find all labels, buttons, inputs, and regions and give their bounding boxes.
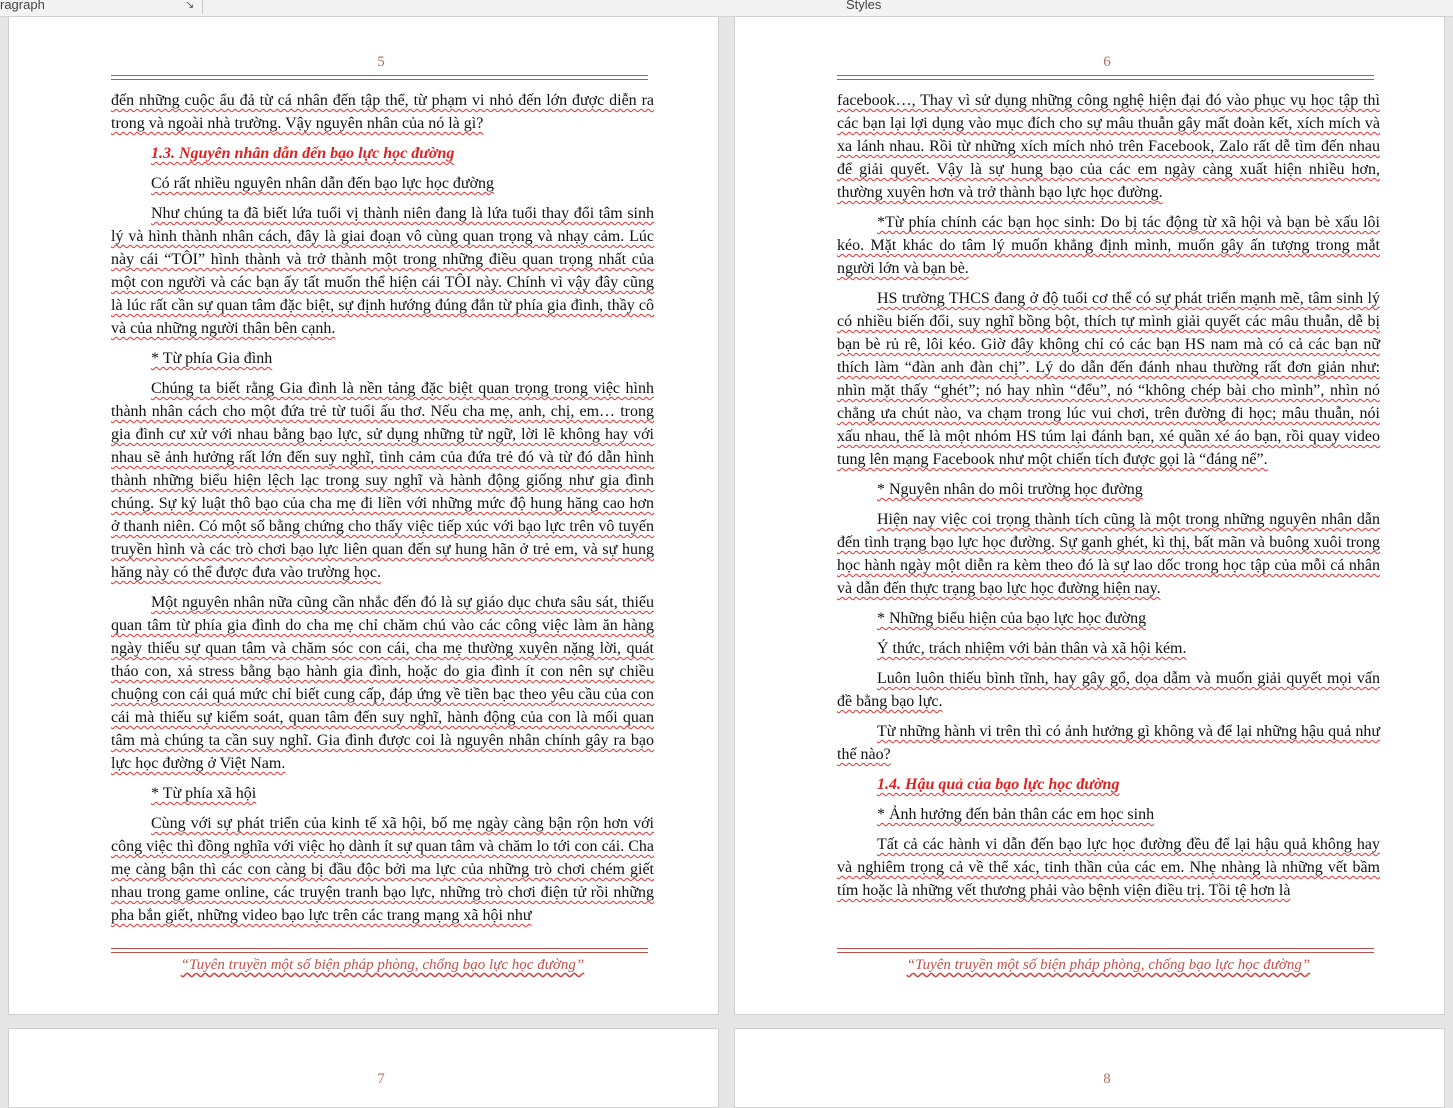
- page-footer: “Tuyên truyền một số biện pháp phòng, chống bạo lực học đường”: [180, 957, 585, 973]
- footer-rule: [837, 948, 1374, 949]
- body-paragraph[interactable]: Như chúng ta đã biết lứa tuổi vị thành niên đang là lứa tuổi thay đổi tâm sinh lý và hình thành nhân cách, đây là giai đoạn vô cùng quan trọng và nhạy cảm. Lúc này cái “TÔI” hình thành và trở thành một trong những điều quan trọng nhất của một con người và các bạn ấy tất muốn thể hiện cái TÔI này. Chính vì vậy đây cũng là lúc rất cần sự quan tâm đặc biệt, sự định hướng đúng đắn từ phía gia đình, thầy cô và của những người thân bên cạnh.: [111, 205, 654, 337]
- document-page-8[interactable]: [734, 1028, 1445, 1108]
- body-paragraph[interactable]: Có rất nhiều nguyên nhân dẫn đến bạo lực học đường: [151, 175, 495, 192]
- body-paragraph[interactable]: * Từ phía xã hội: [151, 785, 257, 802]
- body-paragraph[interactable]: Cùng với sự phát triển của kinh tế xã hội, bố mẹ ngày càng bận rộn hơn với công việc thì đồng nghĩa với việc họ dành ít sự quan tâm và chăm lo tới con cái. Cha mẹ càng bận thì các con càng bị đầu độc bởi ma lực của những trò chơi chém giết nhau trong game online, các truyện tranh bạo lực, những trò chơi điện tử rồi những pha bắn giết, những video bạo lực trên các trang mạng xã hội như: [111, 815, 654, 924]
- body-paragraph[interactable]: *Từ phía chính các bạn học sinh: Do bị tác động từ xã hội và bạn bè xấu lôi kéo. Mặt khác do tâm lý muốn khẳng định mình, muốn gây ấn tượng trong mắt người lớn và bạn bè.: [837, 214, 1380, 277]
- page-number: 5: [377, 54, 385, 70]
- paragraph-dialog-launcher-icon[interactable]: ↘: [185, 0, 195, 11]
- body-paragraph[interactable]: * Những biểu hiện của bạo lực học đường: [877, 610, 1147, 627]
- paragraph-group-label: ragraph: [0, 0, 45, 12]
- page-number: 7: [377, 1071, 385, 1087]
- body-paragraph[interactable]: * Ảnh hưởng đến bản thân các em học sinh: [877, 806, 1155, 823]
- body-paragraph[interactable]: Luôn luôn thiếu bình tĩnh, hay gây gổ, dọa dẫm và muốn giải quyết mọi vấn đề bằng bạo lực.: [837, 670, 1380, 710]
- page-number: 6: [1103, 54, 1111, 70]
- body-paragraph[interactable]: Chúng ta biết rằng Gia đình là nền tảng đặc biệt quan trọng trong việc hình thành nhân cách cho một đứa trẻ từ tuổi ấu thơ. Nếu cha mẹ, anh, chị, em… trong gia đình cư xử với nhau bằng bạo lực, sử dụng những từ ngữ, lời lẽ không hay với nhau sẽ ảnh hưởng rất lớn đến suy nghĩ, tình cảm của đứa trẻ đó và từ đó dẫn hình thành những biểu hiện lệch lạc trong suy nghĩ và hành động giống như gia đình chúng. Sự kỷ luật thô bạo của cha mẹ đi liền với những mức độ hung hăng cao hơn ở thanh niên. Có một số bằng chứng cho thấy việc tiếp xúc với bạo lực trên vô tuyến truyền hình và các trò chơi bạo lực liên quan đến sự hung hãn ở trẻ em, và sự hung hăng này có thể được đưa vào trường học.: [111, 380, 654, 581]
- ribbon-group-labels: [0, 0, 1453, 17]
- styles-group-label: Styles: [846, 0, 882, 12]
- document-page-5[interactable]: [8, 16, 719, 1015]
- header-rule: [111, 75, 648, 76]
- footer-rule: [111, 948, 648, 949]
- body-paragraph[interactable]: Hiện nay việc coi trọng thành tích cũng là một trong những nguyên nhân dẫn đến tình trạng bạo lực học đường. Sự ganh ghét, kì thị, bất mãn và buông xuôi trong học hành ngày một diễn ra kèm theo đó là sự lao dốc trong học tập của mỗi cá nhân và dẫn đến thực trạng bạo lực học đường hiện nay.: [837, 511, 1380, 597]
- body-paragraph[interactable]: Từ những hành vi trên thì có ảnh hưởng gì không và để lại những hậu quả như thế nào?: [837, 723, 1380, 763]
- body-paragraph[interactable]: Tất cả các hành vi dẫn đến bạo lực học đường đều để lại hậu quả không hay và nghiêm trọng cả về thể xác, tinh thần của các em. Nhẹ nhàng là những vết bầm tím hoặc là những vết thương phải vào bệnh viện điều trị. Tồi tệ hơn là: [837, 836, 1380, 899]
- page-number: 8: [1103, 1071, 1111, 1087]
- body-paragraph[interactable]: facebook…, Thay vì sử dụng những công nghệ hiện đại đó vào phục vụ học tập thì các bạn lại lợi dụng vào mục đích cho sự mâu thuẫn gây mất đoàn kết, xích mích và xa lánh nhau. Rồi từ những xích mích nhỏ trên Facebook, Zalo rất dễ tìm đến nhau để giải quyết. Vậy là sự hung bạo của các em ngày càng xuất hiện nhiều hơn, thường xuyên hơn và trở thành bạo lực học đường.: [837, 92, 1380, 201]
- page-footer: “Tuyên truyền một số biện pháp phòng, chống bạo lực học đường”: [906, 957, 1311, 973]
- body-paragraph[interactable]: * Nguyên nhân do môi trường học đường: [877, 481, 1143, 498]
- page-body-text[interactable]: [837, 89, 1380, 909]
- section-heading[interactable]: 1.4. Hậu quả của bạo lực học đường: [877, 776, 1120, 793]
- page-body-text[interactable]: [111, 89, 654, 934]
- body-paragraph[interactable]: Một nguyên nhân nữa cũng cần nhắc đến đó là sự giáo dục chưa sâu sát, thiếu quan tâm từ phía gia đình do cha mẹ chỉ chăm chú vào các công việc làm ăn hàng ngày thiếu sự quan tâm và chăm sóc con cái, cha mẹ thường xuyên nặng lời, quát tháo con, xả stress bằng bạo hành gia đình, hoặc do gia đình ít con nên sự chiều chuộng con cái quá mức chỉ biết cung cấp, đáp ứng về tiền bạc theo yêu cầu của con cái mà thiếu sự kiểm soát, quan tâm đến suy nghĩ, hành động của con là mối quan tâm mà chúng ta cần suy nghĩ. Gia đình được coi là nguyên nhân chính gây ra bạo lực học đường ở Việt Nam.: [111, 594, 654, 772]
- ribbon-separator: [202, 0, 203, 14]
- body-paragraph[interactable]: đến những cuộc ẩu đả từ cá nhân đến tập thể, từ phạm vi nhỏ đến lớn được diễn ra trong và ngoài nhà trường. Vậy nguyên nhân của nó là gì?: [111, 92, 654, 132]
- document-page-7[interactable]: [8, 1028, 719, 1108]
- section-heading[interactable]: 1.3. Nguyên nhân dẫn đến bạo lực học đường: [151, 145, 455, 162]
- header-rule: [837, 75, 1374, 76]
- body-paragraph[interactable]: HS trường THCS đang ở độ tuổi cơ thể có sự phát triển mạnh mẽ, tâm sinh lý có nhiều biến đổi, suy nghĩ bồng bột, thích tự mình giải quyết các mâu thuẫn, dễ bị bạn bè rủ rê, lôi kéo. Giờ đây không chỉ có các bạn HS nam mà có cả các bạn nữ thích làm “đàn anh đàn chị”. Lý do dẫn đến đánh nhau thường rất đơn giản như: nhìn mặt thấy “ghét”; nó hay nhìn “đểu”, nó “không chép bài cho mình”, nhìn nó chẳng ưa chút nào, va chạm trong lúc vui chơi, trên đường đi học; mâu thuẫn, nói xấu nhau, thế là một nhóm HS túm lại đánh bạn, xé quần xé áo bạn, rồi quay video tung lên mạng Facebook như một chiến tích được gọi là “đáng nể”.: [837, 290, 1380, 468]
- body-paragraph[interactable]: * Từ phía Gia đình: [151, 350, 273, 367]
- body-paragraph[interactable]: Ý thức, trách nhiệm với bản thân và xã hội kém.: [877, 640, 1187, 657]
- document-page-6[interactable]: [734, 16, 1445, 1015]
